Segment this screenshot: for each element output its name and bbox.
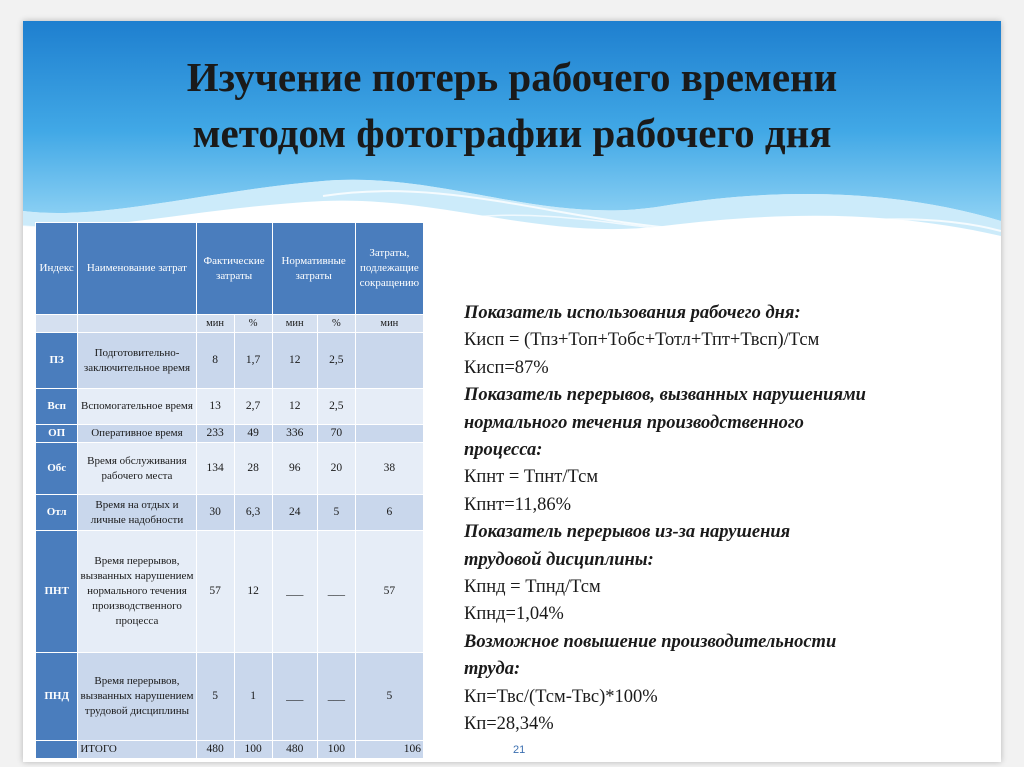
table-row	[36, 495, 424, 531]
indicator-heading-line: процесса:	[464, 440, 543, 461]
indicator-heading-line: Показатель перерывов, вызванных нарушениями	[464, 385, 866, 406]
table-total-row	[36, 741, 424, 759]
table-row	[36, 443, 424, 495]
indicator-heading-line: Возможное повышение производительности	[464, 631, 837, 652]
total-norm-min: 480	[272, 741, 317, 759]
row-name: Время перерывов, вызванных нарушением нормального течения производственного процесса	[78, 531, 196, 653]
time-cost-table	[35, 222, 424, 759]
row-norm-min: ___	[272, 653, 317, 741]
row-norm-pct: ___	[317, 653, 355, 741]
header-name: Наименование затрат	[78, 223, 196, 315]
header-reducible: Затраты, подлежащие сокращению	[355, 223, 423, 315]
row-fact-min: 57	[196, 531, 234, 653]
indicator-formula-line: Кпнд=1,04%	[464, 604, 564, 625]
indicators-text	[464, 300, 984, 739]
row-fact-min: 13	[196, 389, 234, 425]
indicator-heading-line: Показатель перерывов из-за нарушения	[464, 522, 791, 543]
page-number: 21	[513, 744, 526, 756]
indicator-heading-line: Показатель использования рабочего дня:	[464, 303, 801, 323]
table-row	[36, 389, 424, 425]
row-fact-pct: 6,3	[234, 495, 272, 531]
row-name: Время на отдых и личные надобности	[78, 495, 196, 531]
row-fact-min: 233	[196, 425, 234, 443]
row-norm-pct: 2,5	[317, 333, 355, 389]
indicator-heading-line: нормального течения производственного	[464, 412, 804, 433]
row-index: ПЗ	[36, 333, 78, 389]
row-fact-pct: 49	[234, 425, 272, 443]
table-row	[36, 531, 424, 653]
header-normative: Нормативные затраты	[272, 223, 355, 315]
table-row	[36, 425, 424, 443]
row-reducible: 6	[355, 495, 423, 531]
indicator-heading-line: труда:	[464, 659, 521, 680]
row-norm-pct: 2,5	[317, 389, 355, 425]
row-reducible	[355, 425, 423, 443]
unit-norm-min: мин	[272, 315, 317, 333]
total-label: ИТОГО	[78, 741, 196, 759]
indicator-heading-line: трудовой дисциплины:	[464, 549, 654, 570]
row-index: Всп	[36, 389, 78, 425]
title-line-2: методом фотографии рабочего дня	[192, 110, 832, 156]
row-norm-min: 336	[272, 425, 317, 443]
slide-title	[23, 49, 1001, 161]
indicator-formula-line: Кисп=87%	[464, 357, 549, 378]
row-fact-min: 30	[196, 495, 234, 531]
table-row	[36, 653, 424, 741]
unit-norm-pct: %	[317, 315, 355, 333]
header-index: Индекс	[36, 223, 78, 315]
indicator-formula-line: Кп=Твс/(Тсм-Твс)*100%	[464, 686, 658, 707]
units-blank-1	[36, 315, 78, 333]
row-index: ПНТ	[36, 531, 78, 653]
title-line-1: Изучение потерь рабочего времени	[186, 54, 838, 100]
slide	[23, 21, 1001, 762]
table-row	[36, 333, 424, 389]
row-reducible: 5	[355, 653, 423, 741]
unit-red-min: мин	[355, 315, 423, 333]
row-fact-pct: 1,7	[234, 333, 272, 389]
total-fact-pct: 100	[234, 741, 272, 759]
total-reducible: 106	[355, 741, 423, 759]
row-norm-pct: 20	[317, 443, 355, 495]
header-actual: Фактические затраты	[196, 223, 272, 315]
unit-fact-min: мин	[196, 315, 234, 333]
row-name: Оперативное время	[78, 425, 196, 443]
row-norm-min: 96	[272, 443, 317, 495]
row-name: Время перерывов, вызванных нарушением трудовой дисциплины	[78, 653, 196, 741]
row-index: ОП	[36, 425, 78, 443]
indicator-formula-line: Кпнд = Тпнд/Тсм	[464, 577, 601, 598]
row-fact-min: 8	[196, 333, 234, 389]
units-blank-2	[78, 315, 196, 333]
row-fact-pct: 12	[234, 531, 272, 653]
row-index: ПНД	[36, 653, 78, 741]
row-fact-min: 134	[196, 443, 234, 495]
row-fact-pct: 28	[234, 443, 272, 495]
row-norm-pct: ___	[317, 531, 355, 653]
total-norm-pct: 100	[317, 741, 355, 759]
row-norm-pct: 70	[317, 425, 355, 443]
row-index: Обс	[36, 443, 78, 495]
row-norm-min: ___	[272, 531, 317, 653]
row-name: Время обслуживания рабочего места	[78, 443, 196, 495]
indicator-formula-line: Кп=28,34%	[464, 714, 554, 735]
indicator-formula-line: Кпнт=11,86%	[464, 494, 572, 515]
row-reducible: 38	[355, 443, 423, 495]
row-name: Вспомогательное время	[78, 389, 196, 425]
row-reducible: 57	[355, 531, 423, 653]
row-norm-min: 24	[272, 495, 317, 531]
row-index: Отл	[36, 495, 78, 531]
row-reducible	[355, 333, 423, 389]
total-index-blank	[36, 741, 78, 759]
row-norm-min: 12	[272, 389, 317, 425]
row-fact-pct: 1	[234, 653, 272, 741]
indicator-formula-line: Кисп = (Тпз+Топ+Тобс+Тотл+Тпт+Твсп)/Тсм	[464, 330, 820, 351]
row-norm-min: 12	[272, 333, 317, 389]
row-fact-pct: 2,7	[234, 389, 272, 425]
total-fact-min: 480	[196, 741, 234, 759]
unit-fact-pct: %	[234, 315, 272, 333]
row-name: Подготовительно-заключительное время	[78, 333, 196, 389]
row-reducible	[355, 389, 423, 425]
indicator-formula-line: Кпнт = Тпнт/Тсм	[464, 467, 599, 488]
row-fact-min: 5	[196, 653, 234, 741]
row-norm-pct: 5	[317, 495, 355, 531]
